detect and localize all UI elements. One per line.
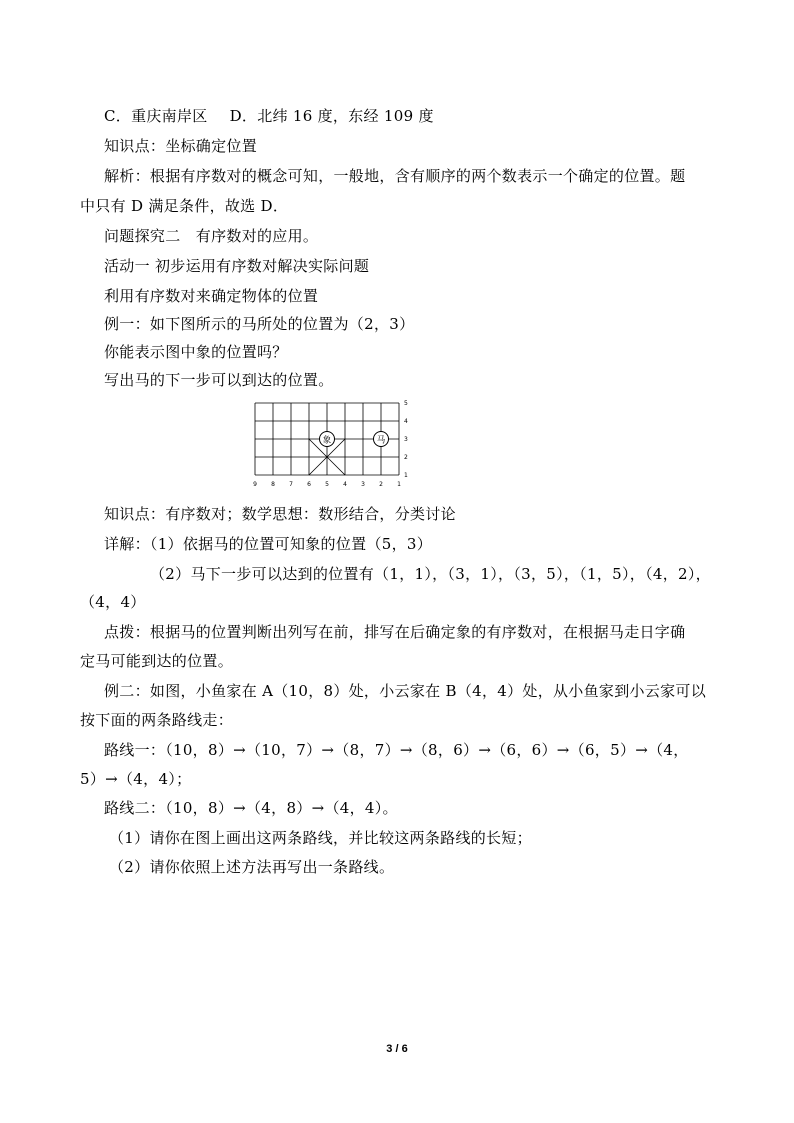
solution-2-cont: （4，4） xyxy=(80,593,146,611)
row-labels xyxy=(404,400,408,479)
column-label: 1 xyxy=(397,481,401,488)
column-label: 8 xyxy=(271,481,275,488)
section-heading: 问题探究二 有序数对的应用。 xyxy=(104,227,319,245)
example-1: 例一：如下图所示的马所处的位置为（2，3） xyxy=(104,315,415,333)
ma-piece xyxy=(374,432,389,447)
column-labels xyxy=(253,481,401,488)
column-label: 5 xyxy=(325,481,329,488)
solution-2: （2）马下一步可以达到的位置有（1，1），（3，1），（3，5），（1，5），（4，2）， xyxy=(150,565,711,583)
row-label: 5 xyxy=(404,400,408,407)
line-options-cd xyxy=(104,106,434,126)
row-label: 2 xyxy=(404,454,408,461)
column-label: 3 xyxy=(361,481,365,488)
ma-label: 马 xyxy=(376,435,386,446)
option-c: C．重庆南岸区 xyxy=(104,107,208,125)
analysis-line-2: 中只有 D 满足条件，故选 D． xyxy=(80,197,289,215)
column-label: 4 xyxy=(343,481,347,488)
task-1: （1）请你在图上画出这两条路线，并比较这两条路线的长短； xyxy=(109,829,532,847)
row-label: 1 xyxy=(404,472,408,479)
route-1-line-2: 5）→（4，4）； xyxy=(80,770,192,788)
column-label: 9 xyxy=(253,481,257,488)
question-1: 你能表示图中象的位置吗？ xyxy=(104,343,288,361)
page-number: 3 / 6 xyxy=(386,1043,408,1055)
xiang-piece xyxy=(320,432,335,447)
route-1-line-1: 路线一：（10，8）→（10，7）→（8，7）→（8，6）→（6，6）→（6，5）→（4， xyxy=(104,741,689,759)
knowledge-point-1: 知识点：坐标确定位置 xyxy=(104,137,258,155)
row-label: 3 xyxy=(404,436,408,443)
chess-board-figure xyxy=(247,395,417,490)
row-label: 4 xyxy=(404,418,408,425)
option-d: D．北纬 16 度，东经 109 度 xyxy=(229,107,434,125)
column-label: 7 xyxy=(289,481,293,488)
task-2: （2）请你依照上述方法再写出一条路线。 xyxy=(109,858,395,876)
route-2: 路线二：（10，8）→（4，8）→（4，4）。 xyxy=(104,799,398,817)
activity-subtitle: 利用有序数对来确定物体的位置 xyxy=(104,287,319,305)
example-2-line-2: 按下面的两条路线走： xyxy=(80,711,234,729)
hint-line-1: 点拨：根据马的位置判断出列写在前，排写在后确定象的有序数对，在根据马走日字确 xyxy=(104,623,686,641)
example-2-line-1: 例二：如图，小鱼家在 A（10，8）处，小云家在 B（4，4）处，从小鱼家到小云家可以 xyxy=(104,682,707,700)
solution-1: 详解：（1）依据马的位置可知象的位置（5，3） xyxy=(104,535,433,553)
analysis-line-1: 解析：根据有序数对的概念可知，一般地，含有顺序的两个数表示一个确定的位置。题 xyxy=(104,167,686,185)
xiang-label: 象 xyxy=(322,435,332,446)
activity-heading: 活动一 初步运用有序数对解决实际问题 xyxy=(104,257,370,275)
column-label: 6 xyxy=(307,481,311,488)
question-2: 写出马的下一步可以到达的位置。 xyxy=(104,371,334,389)
column-label: 2 xyxy=(379,481,383,488)
knowledge-point-2: 知识点：有序数对；数学思想：数形结合，分类讨论 xyxy=(104,505,456,523)
hint-line-2: 定马可能到达的位置。 xyxy=(80,652,234,670)
